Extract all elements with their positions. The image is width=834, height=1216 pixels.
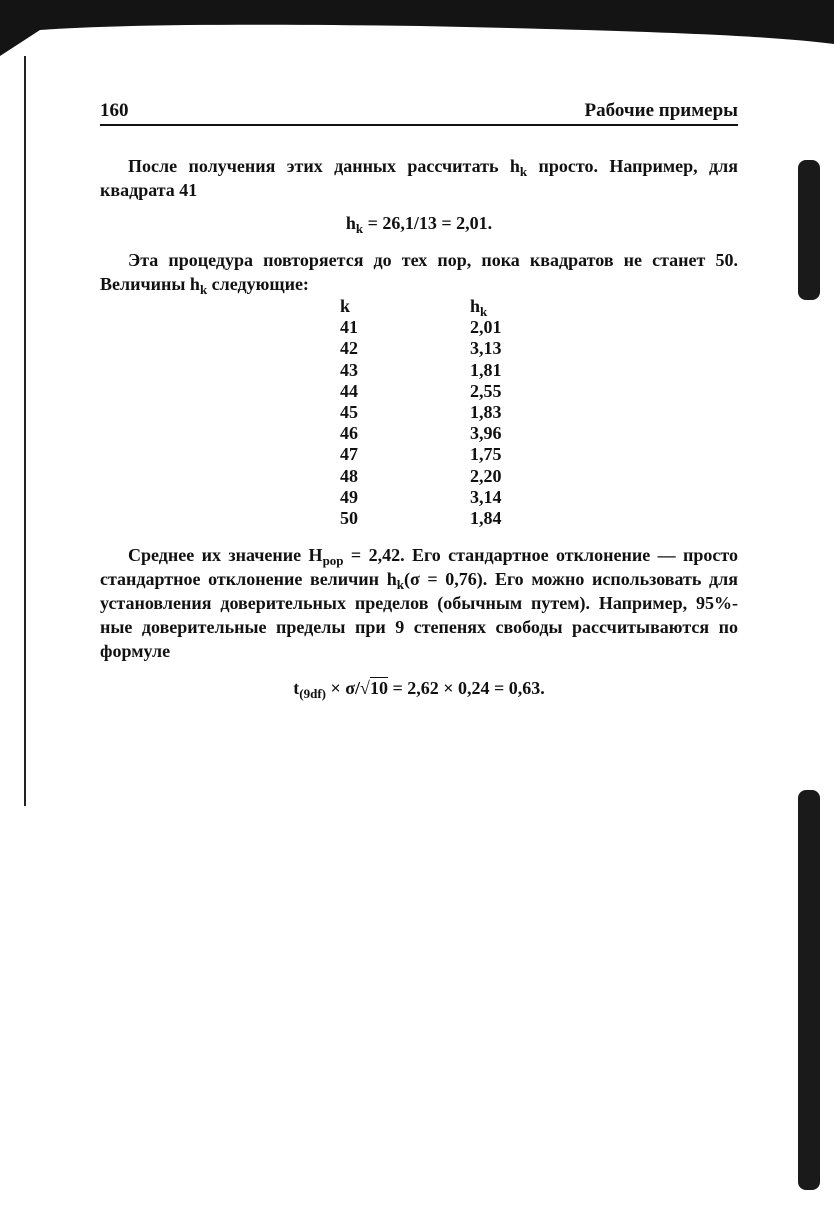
page-content [100, 100, 738, 701]
table-cell-k: 47 [340, 444, 358, 465]
table-row [340, 381, 550, 402]
table-cell-h: 2,01 [470, 317, 502, 338]
table-row [340, 423, 550, 444]
table-cell-k: 48 [340, 465, 358, 486]
running-title: Рабочие примеры [584, 100, 738, 121]
formula2-radicand: 10 [369, 678, 388, 699]
formula1-rhs: = 26,1/13 = 2,01. [363, 213, 493, 233]
table-cell-k: 49 [340, 486, 358, 507]
table-header-h [470, 296, 550, 320]
paragraph-1 [100, 154, 738, 202]
para2-subscript: k [199, 282, 208, 297]
table-cell-k: 45 [340, 402, 358, 423]
table-row [340, 402, 550, 423]
para2-text-after: следующие: [207, 274, 309, 294]
scan-left-edge [24, 56, 26, 806]
formula2-t-sub: (9df) [299, 686, 326, 702]
table-cell-k: 46 [340, 423, 358, 444]
running-header [100, 100, 738, 126]
formula1-lhs: h [345, 213, 356, 233]
table-cell-h: 1,75 [470, 444, 502, 465]
table-row [340, 360, 550, 381]
table-cell-h: 2,55 [470, 380, 502, 401]
formula2-rest: = 2,62 × 0,24 = 0,63. [387, 678, 545, 699]
table-cell-k: 43 [340, 359, 358, 380]
table-row [340, 508, 550, 529]
table-cell-k: 41 [340, 317, 358, 338]
para3-part3: (σ = 0,76). Его можно использовать для установления доверительных пределов (обычным путем). Например, 95%-ные доверительные пределы при 9 степенях свободы рассчитываются по формуле [100, 569, 738, 662]
table-header-row [340, 296, 550, 317]
scan-right-edge-upper [798, 160, 820, 300]
scan-right-edge-lower [798, 790, 820, 1190]
table-row [340, 466, 550, 487]
formula-hk [100, 210, 738, 236]
table-cell-h: 1,84 [470, 507, 502, 528]
formula1-lhs-sub: k [355, 221, 364, 236]
table-header-h-base: h [470, 296, 481, 317]
hk-table [340, 296, 550, 529]
paragraph-3 [100, 543, 738, 663]
table-header-h-sub: k [480, 304, 488, 320]
formula2-mid: × σ/√ [326, 678, 370, 699]
para1-text-before: После получения этих данных рассчитать h [128, 156, 520, 176]
table-row [340, 487, 550, 508]
table-cell-k: 42 [340, 338, 358, 359]
paragraph-2 [100, 248, 738, 296]
formula-confidence [100, 675, 738, 701]
para3-sub2: k [396, 577, 404, 593]
para3-part1: Среднее их значение H [128, 545, 323, 566]
table-cell-k: 50 [340, 507, 358, 528]
formula2-t: t [293, 678, 300, 699]
table-cell-h: 1,83 [470, 402, 502, 423]
scan-top-edge [0, 0, 834, 60]
scan-shadow [0, 0, 834, 60]
table-row [340, 317, 550, 338]
para3-sub1: pop [322, 553, 344, 569]
table-row [340, 444, 550, 465]
table-cell-k: 44 [340, 380, 358, 401]
table-cell-h: 3,13 [470, 338, 502, 359]
para3-part2: = 2,42. Его стандартное отклонение — просто стандартное отклонение величин h [100, 545, 738, 590]
table-cell-h: 1,81 [470, 359, 502, 380]
para1-subscript: k [519, 164, 528, 179]
para2-text-before: Эта процедура повторяется до тех пор, пока квадратов не станет 50. Величины h [100, 250, 738, 294]
para1-text-after: просто. Например, для квадрата 41 [100, 156, 738, 200]
table-header-k: k [340, 296, 351, 317]
table-row [340, 338, 550, 359]
table-cell-h: 3,14 [470, 486, 502, 507]
table-cell-h: 2,20 [470, 465, 502, 486]
page-number: 160 [100, 100, 129, 121]
table-cell-h: 3,96 [470, 423, 502, 444]
